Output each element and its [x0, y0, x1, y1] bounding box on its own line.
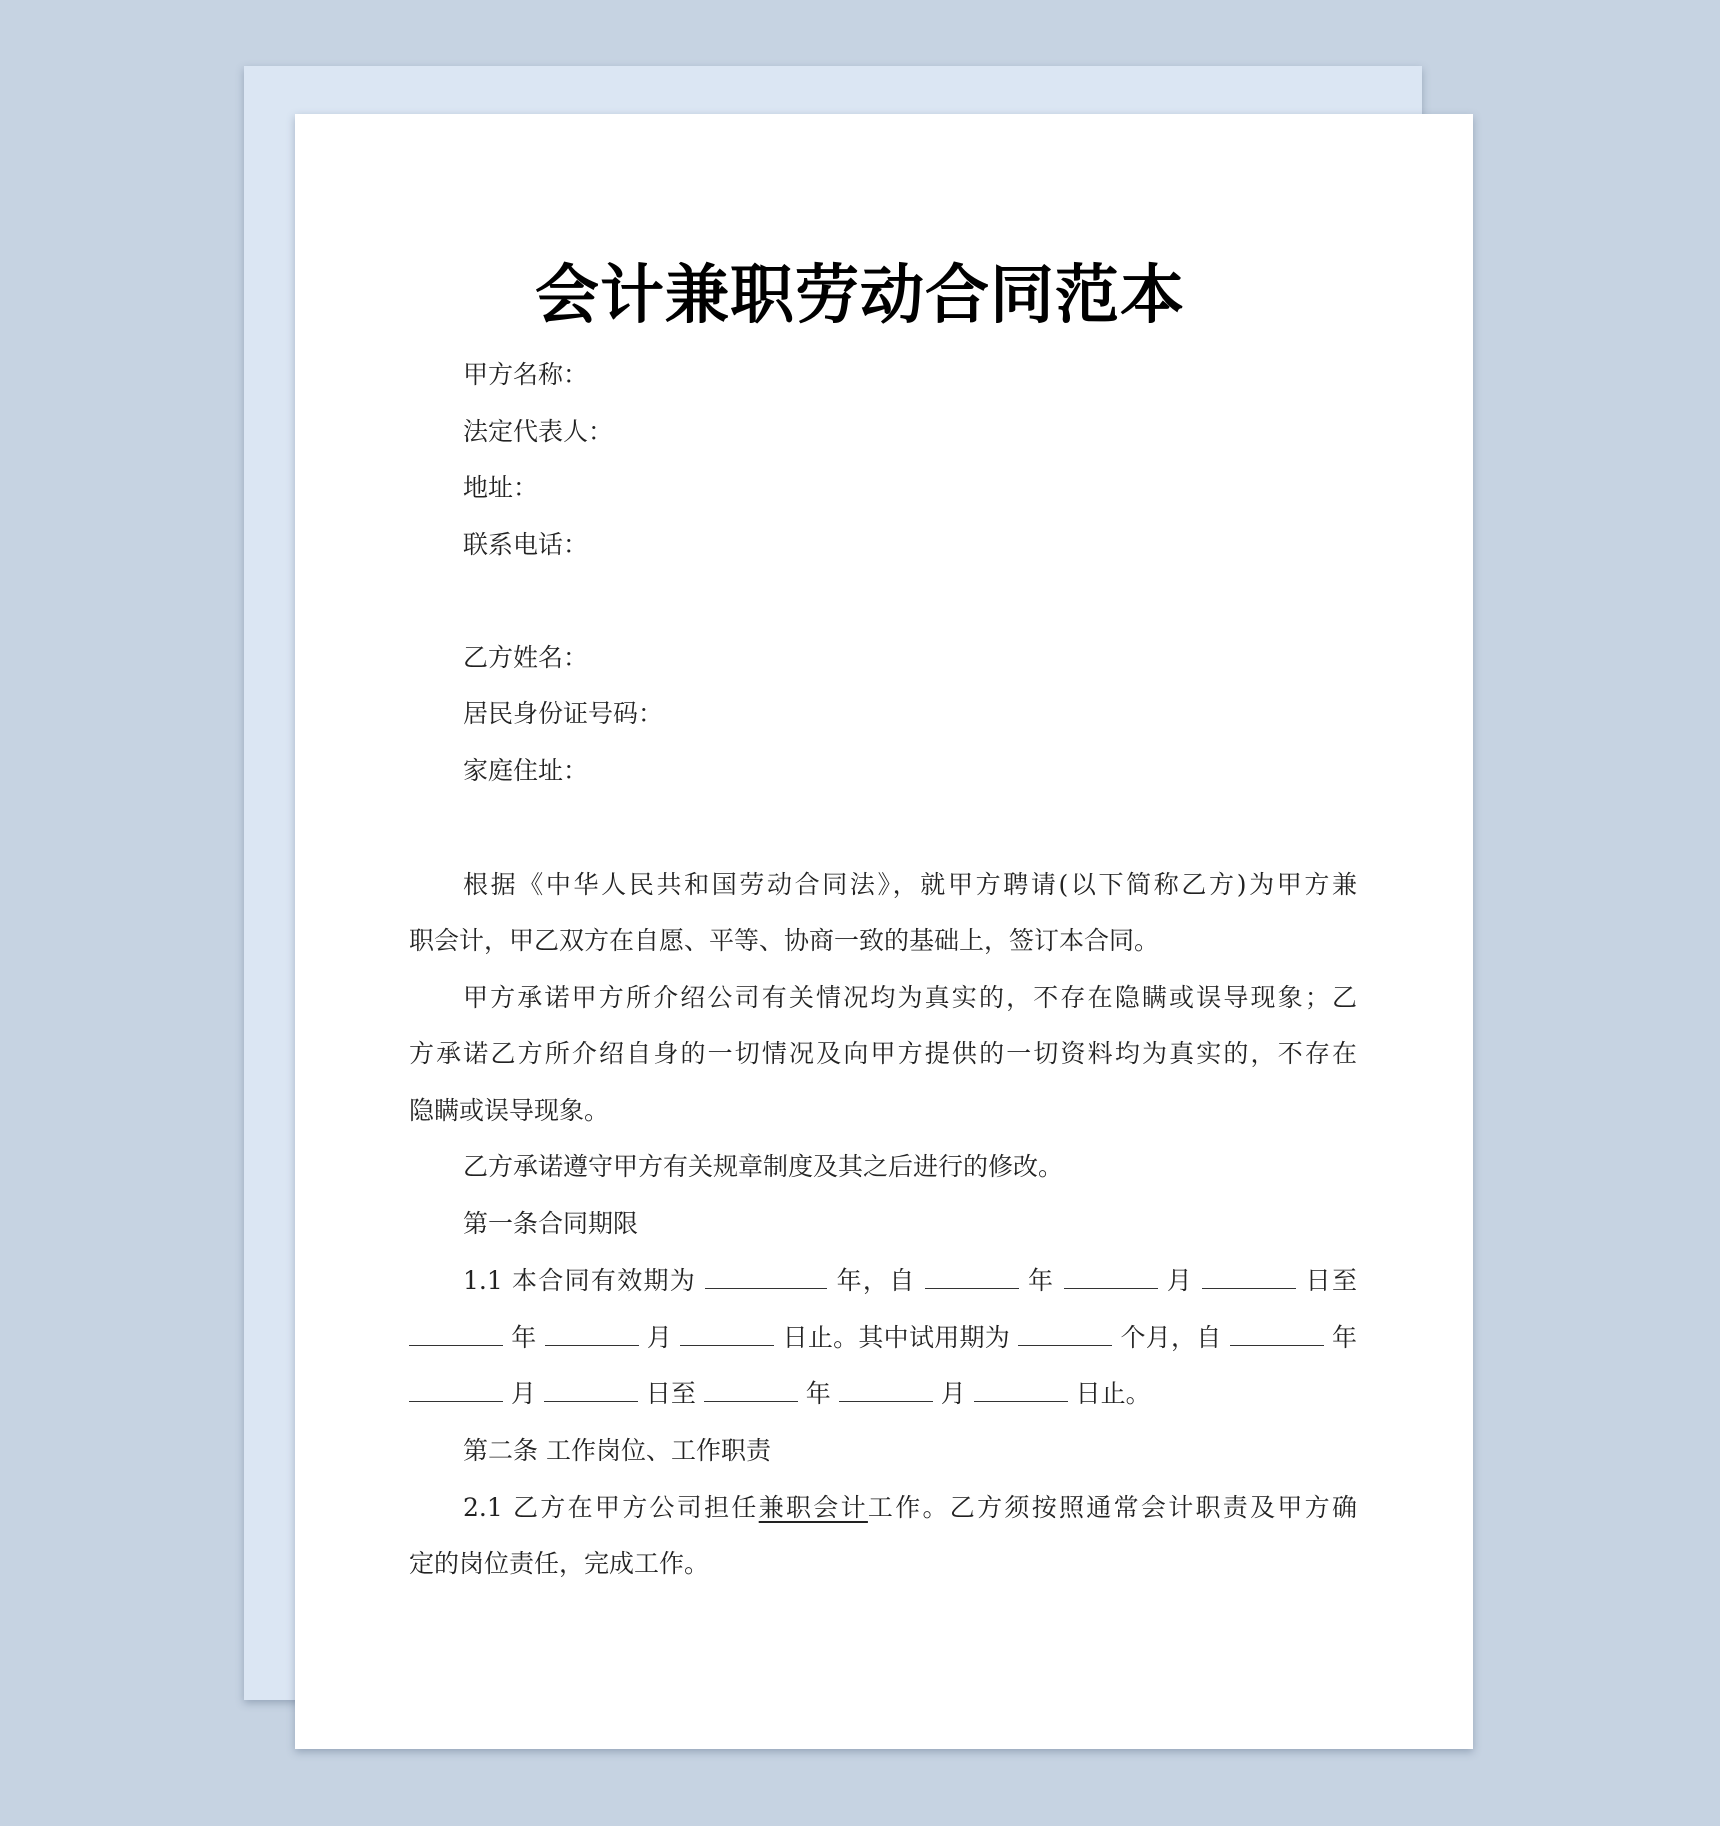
- clause-2-1-line-2: 定的岗位责任，完成工作。: [409, 1549, 710, 1578]
- paragraph-line: 乙方承诺遵守甲方有关规章制度及其之后进行的修改。: [463, 1152, 1064, 1181]
- fill-in-blank: [1018, 1319, 1112, 1346]
- fill-in-blank: [1202, 1262, 1296, 1289]
- party-a-phone-field: 联系电话：: [463, 530, 589, 559]
- paragraph-line: 隐瞒或误导现象。: [409, 1096, 610, 1125]
- paragraph-line: 根据《中华人民共和国劳动合同法》，就甲方聘请(以下简称乙方)为甲方兼: [463, 870, 1357, 899]
- article-1-heading: 第一条合同期限: [463, 1209, 639, 1238]
- clause-1-1-line-2: [409, 1318, 1357, 1358]
- clause-text: 1.1 本合同有效期为: [463, 1266, 697, 1295]
- fill-in-blank: [974, 1375, 1068, 1402]
- clause-text: 月: [510, 1379, 536, 1408]
- paragraph-line: 方承诺乙方所介绍自身的一切情况及向甲方提供的一切资料均为真实的，不存在: [409, 1039, 1357, 1068]
- party-b-address-field: 家庭住址：: [463, 756, 589, 785]
- fill-in-blank: [544, 1375, 638, 1402]
- fill-in-blank: [704, 1375, 798, 1402]
- clause-text: 2.1 乙方在甲方公司担任: [463, 1493, 759, 1522]
- underlined-position: 兼职会计: [758, 1493, 868, 1522]
- fill-in-blank: [680, 1319, 774, 1346]
- fill-in-blank: [409, 1375, 503, 1402]
- fill-in-blank: [409, 1319, 503, 1346]
- party-a-address-field: 地址：: [463, 473, 539, 502]
- clause-text: 日止。其中试用期为: [782, 1323, 1011, 1352]
- clause-text: 日止。: [1075, 1379, 1151, 1408]
- fill-in-blank: [839, 1375, 933, 1402]
- clause-text: 个月，自: [1120, 1323, 1222, 1352]
- clause-text: 日至: [645, 1379, 696, 1408]
- paragraph-line: 甲方承诺甲方所介绍公司有关情况均为真实的，不存在隐瞒或误导现象；乙: [463, 983, 1357, 1012]
- clause-text: 月: [1166, 1266, 1194, 1295]
- paragraph-line: 职会计，甲乙双方在自愿、平等、协商一致的基础上，签订本合同。: [409, 926, 1160, 955]
- party-b-name-field: 乙方姓名：: [463, 643, 589, 672]
- fill-in-blank: [1230, 1319, 1324, 1346]
- clause-text: 月: [940, 1379, 966, 1408]
- clause-text: 月: [646, 1323, 673, 1352]
- clause-text: 日至: [1305, 1266, 1357, 1295]
- fill-in-blank: [1064, 1262, 1158, 1289]
- party-a-name-field: 甲方名称：: [463, 360, 589, 389]
- fill-in-blank: [705, 1262, 827, 1289]
- clause-1-1-line-3: [409, 1374, 1357, 1414]
- document-title: 会计兼职劳动合同范本: [535, 259, 1185, 333]
- clause-text: 年: [805, 1379, 831, 1408]
- clause-text: 年，自: [836, 1266, 916, 1295]
- fill-in-blank: [925, 1262, 1019, 1289]
- article-2-heading: 第二条 工作岗位、工作职责: [463, 1436, 771, 1465]
- clause-1-1-line-1: [409, 1261, 1357, 1301]
- clause-text: 年: [511, 1323, 537, 1352]
- party-b-id-field: 居民身份证号码：: [463, 699, 664, 728]
- fill-in-blank: [545, 1319, 639, 1346]
- clause-text: 年: [1331, 1323, 1357, 1352]
- clause-text: 年: [1028, 1266, 1055, 1295]
- clause-text: 工作。乙方须按照通常会计职责及甲方确: [867, 1493, 1357, 1522]
- party-a-legal-rep-field: 法定代表人：: [463, 417, 614, 446]
- clause-2-1-line-1: [409, 1488, 1357, 1528]
